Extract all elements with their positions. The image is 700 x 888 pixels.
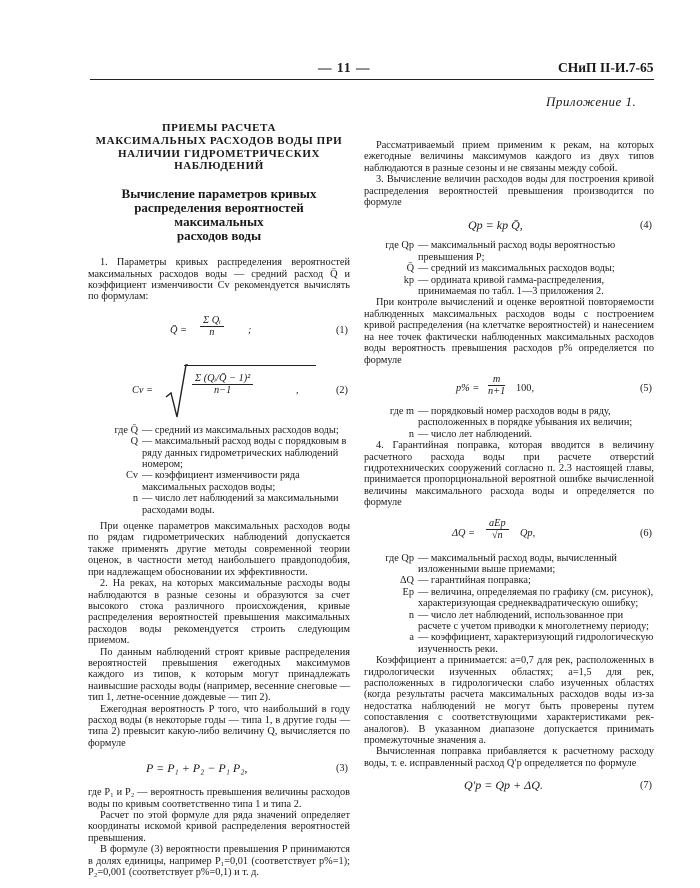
def-text: — гарантийная поправка;: [418, 575, 531, 587]
formula-6-lhs: ΔQ =: [452, 527, 476, 539]
formula-2-tail: ,: [296, 384, 299, 396]
def-symbol: a: [409, 632, 414, 644]
formula-5-denominator: n+1: [488, 386, 506, 398]
formula-6-numerator: aEp: [486, 518, 509, 530]
definition-row: [364, 610, 654, 633]
radical-bar: [184, 365, 316, 366]
paragraph-5: Ежегодная вероятность P того, что наибольший в году расход воды (в некоторые годы — типа 1, в другие годы — типа 2) превысит какую-либо величину Q, вычисляется по формуле: [88, 703, 350, 749]
paragraph-6: где P₁ и P₂ — вероятность превышения величины расходов воды по кривым соответственно типа 1 и типа 2.: [88, 787, 350, 810]
formula-6-fraction: [486, 518, 509, 542]
def-symbol: где m: [389, 405, 414, 417]
definition-row: [88, 425, 350, 436]
def-symbol: Cv: [125, 470, 138, 482]
formula-4: [364, 214, 654, 240]
formula-1-tail: ;: [248, 324, 252, 336]
formula-2-denominator: n−1: [214, 385, 232, 397]
def-text: — средний из максимальных расходов воды;: [418, 263, 615, 275]
appendix-label: Приложение 1.: [546, 94, 637, 109]
def-text: — максимальный расход воды вероятностью превышения P;: [418, 240, 616, 263]
def-text: — порядковый номер расходов воды в ряду, расположенных в порядке убывания их величин;: [418, 405, 633, 429]
def-text: — число лет наблюдений, использованное при расчете с учетом приводки к многолетнему периоду;: [418, 609, 650, 632]
definition-row: [364, 429, 654, 440]
definition-row: [364, 263, 654, 274]
formula-2-numerator: Σ (Qᵢ/Q̄ − 1)²: [192, 373, 253, 385]
formula-3-expression: P = P₁ + P₂ − P₁ P₂,: [146, 761, 248, 776]
def-symbol: где Q̄: [114, 424, 138, 436]
formula-4-number: (4): [639, 220, 652, 232]
def-text: — коэффициент изменчивости ряда максимальных расходов воды;: [142, 470, 300, 493]
definition-row: [88, 470, 350, 493]
formula-2-lhs: Cv =: [132, 384, 153, 396]
def-text: — число лет наблюдений за максимальными расходами воды.: [142, 493, 339, 516]
document-code: СНиП II-И.7-65: [558, 60, 654, 75]
def-text: — коэффициент, характеризующий гидрологическую изученность реки.: [418, 632, 654, 655]
def-symbol: где Qp: [385, 552, 414, 564]
formula-2-fraction: [192, 373, 253, 397]
formula-1-fraction: [200, 315, 224, 339]
right-column: [364, 140, 654, 799]
title-line: НАЛИЧИИ ГИДРОМЕТРИЧЕСКИХ НАБЛЮДЕНИЙ: [117, 147, 321, 173]
formula-3: [88, 757, 350, 783]
paragraph-2: При оценке параметров максимальных расходов воды по рядам гидрометрических наблюдений допускается также применять другие методы современной теории оценок, в частности метод наибольшего правдоподобия, при надлежащем обосновании их эффективности.: [88, 521, 350, 578]
paragraph-r2: 3. Вычисление величин расходов воды для построения кривой распределения вероятностей превышения производится по формуле: [364, 174, 654, 209]
formula-1-lhs: Q̄ =: [170, 324, 187, 336]
def-symbol: Ep: [402, 586, 414, 598]
subtitle-line: Вычисление параметров кривых: [121, 186, 317, 202]
def-text: — средний из максимальных расходов воды;: [142, 424, 339, 436]
formula-1-numerator: Σ Qᵢ: [200, 315, 224, 327]
formula-6: [364, 515, 654, 553]
section-title: [88, 122, 350, 173]
formula-7-expression: Q′p = Qp + ΔQ.: [464, 778, 543, 793]
paragraph-r4: 4. Гарантийная поправка, которая вводится в величину расчетного расхода воды при расчете отверстий гидротехнических сооружений согласно п. 2.3 настоящей главы, принимается пропорциональной вероятной ошибке вычисленной величины максимального расхода воды и определяется по формуле: [364, 440, 654, 509]
definition-row: [88, 493, 350, 516]
formula-6-denominator: √n: [491, 529, 503, 541]
title-line: МАКСИМАЛЬНЫХ РАСХОДОВ ВОДЫ ПРИ: [95, 134, 343, 147]
definitions-4: [364, 240, 654, 297]
subtitle-line: расходов воды: [176, 228, 262, 244]
definition-row: [364, 275, 654, 298]
definition-row: [364, 240, 654, 263]
def-symbol: n: [132, 493, 138, 505]
page-number: — 11 —: [318, 60, 371, 75]
formula-2-number: (2): [335, 384, 348, 396]
left-column: [88, 122, 350, 878]
formula-1-number: (1): [335, 324, 348, 336]
definitions-6: [364, 553, 654, 656]
header-rule: [90, 79, 654, 80]
definition-row: [364, 575, 654, 586]
formula-2: [88, 363, 350, 421]
formula-7: [364, 775, 654, 799]
paragraph-1: 1. Параметры кривых распределения вероятностей максимальных расходов воды — средний расход Q̄ и коэффициент изменчивости Cv рекомендуется вычислять по формулам:: [88, 257, 350, 303]
paragraph-r6: Вычисленная поправка прибавляется к расчетному расходу воды, т. е. исправленный расход Q′p определяется по формуле: [364, 746, 654, 769]
def-text: — величина, определяемая по графику (см. рисунок), характеризующая среднеквадратическую ошибку;: [418, 586, 654, 610]
definition-row: [364, 553, 654, 576]
formula-1: [88, 311, 350, 357]
subsection-title: [88, 187, 350, 243]
formula-5-numerator: m: [488, 374, 505, 386]
definition-row: [88, 436, 350, 470]
definitions-1: [88, 425, 350, 516]
paragraph-7: Расчет по этой формуле для ряда значений определяет координаты искомой кривой распределения вероятностей превышения.: [88, 810, 350, 844]
paragraph-3: 2. На реках, на которых максимальные расходы воды наблюдаются в разные сезоны и образуются за счет высокого стока различного происхождения, кривые распределения вероятностей превышения максимальных расходов воды рекомендуется строить следующим приемом.: [88, 578, 350, 647]
formula-5: [364, 372, 654, 406]
def-symbol: где Qp: [385, 240, 414, 252]
definitions-5: [364, 406, 654, 440]
definition-row: [364, 587, 654, 610]
def-symbol: kp: [403, 274, 414, 286]
radical-sign: [164, 363, 188, 419]
formula-1-denominator: n: [209, 327, 215, 339]
formula-5-lhs: p% =: [456, 382, 480, 394]
formula-4-expression: Qp = kp Q̄,: [468, 218, 523, 233]
paragraph-8: В формуле (3) вероятности превышения P принимаются в долях единицы, например P₁=0,01 (соответствует p%=1); P₂=0,001 (соответствует p%=0,1) и т. д.: [88, 844, 350, 879]
definition-row: [364, 632, 654, 655]
def-symbol: n: [408, 428, 414, 440]
def-text: — максимальный расход воды, вычисленный изложенными выше приемами;: [418, 552, 617, 575]
formula-6-number: (6): [639, 527, 652, 539]
paragraph-r3: При контроле вычислений и оценке вероятной повторяемости наблюденных максимальных расходов воды с построением кривой распределения (на клетчатке вероятностей) и нанесением на нее точек фактически наблюденных максимальных расходов воды вероятность превышения расходов p% определяется по формуле: [364, 297, 654, 366]
def-symbol: Q: [130, 436, 138, 448]
def-text: — максимальный расход воды с порядковым в ряду данных гидрометрических наблюдений номером;: [142, 436, 347, 471]
def-text: — число лет наблюдений.: [418, 428, 533, 440]
def-text: — ордината кривой гамма-распределения, принимаемая по табл. 1—3 приложения 2.: [418, 274, 605, 298]
formula-5-number: (5): [639, 382, 652, 394]
def-symbol: Q̄: [406, 263, 414, 275]
formula-5-tail: 100,: [516, 382, 535, 394]
formula-5-fraction: [488, 374, 505, 398]
paragraph-4: По данным наблюдений строят кривые распределения вероятностей превышения ежегодных максимумов каждого из типов, к которым могут принадлежать наивысшие расходы воды (например, весенние снеговые — тип 1, летне-осенние дождевые — тип 2).: [88, 646, 350, 704]
definition-row: [364, 406, 654, 429]
formula-3-number: (3): [335, 763, 348, 775]
formula-7-number: (7): [639, 780, 652, 792]
paragraph-r5: Коэффициент a принимается: a=0,7 для рек, расположенных в гидрологически изученных областях; a=1,5 для рек, расположенных в гидрологически слабо изученных областях (когда результаты расчета максимальных расходов воды из-за недостатка наблюдений не могут быть проверены путем сопоставления с соответствующими характеристиками рек-аналогов). В указанном диапазоне допускается принимать промежуточные значения a.: [364, 655, 654, 747]
paragraph-r1: Рассматриваемый прием применим к рекам, на которых ежегодные величины максимумов каждого из двух типов наблюдаются в разные сезоны и не связаны между собой.: [364, 140, 654, 174]
def-symbol: ΔQ: [399, 575, 414, 587]
title-line: ПРИЕМЫ РАСЧЕТА: [161, 122, 277, 134]
subtitle-line: распределения вероятностей максимальных: [134, 200, 304, 230]
formula-6-tail: Qp,: [520, 527, 536, 539]
def-symbol: n: [408, 609, 414, 621]
